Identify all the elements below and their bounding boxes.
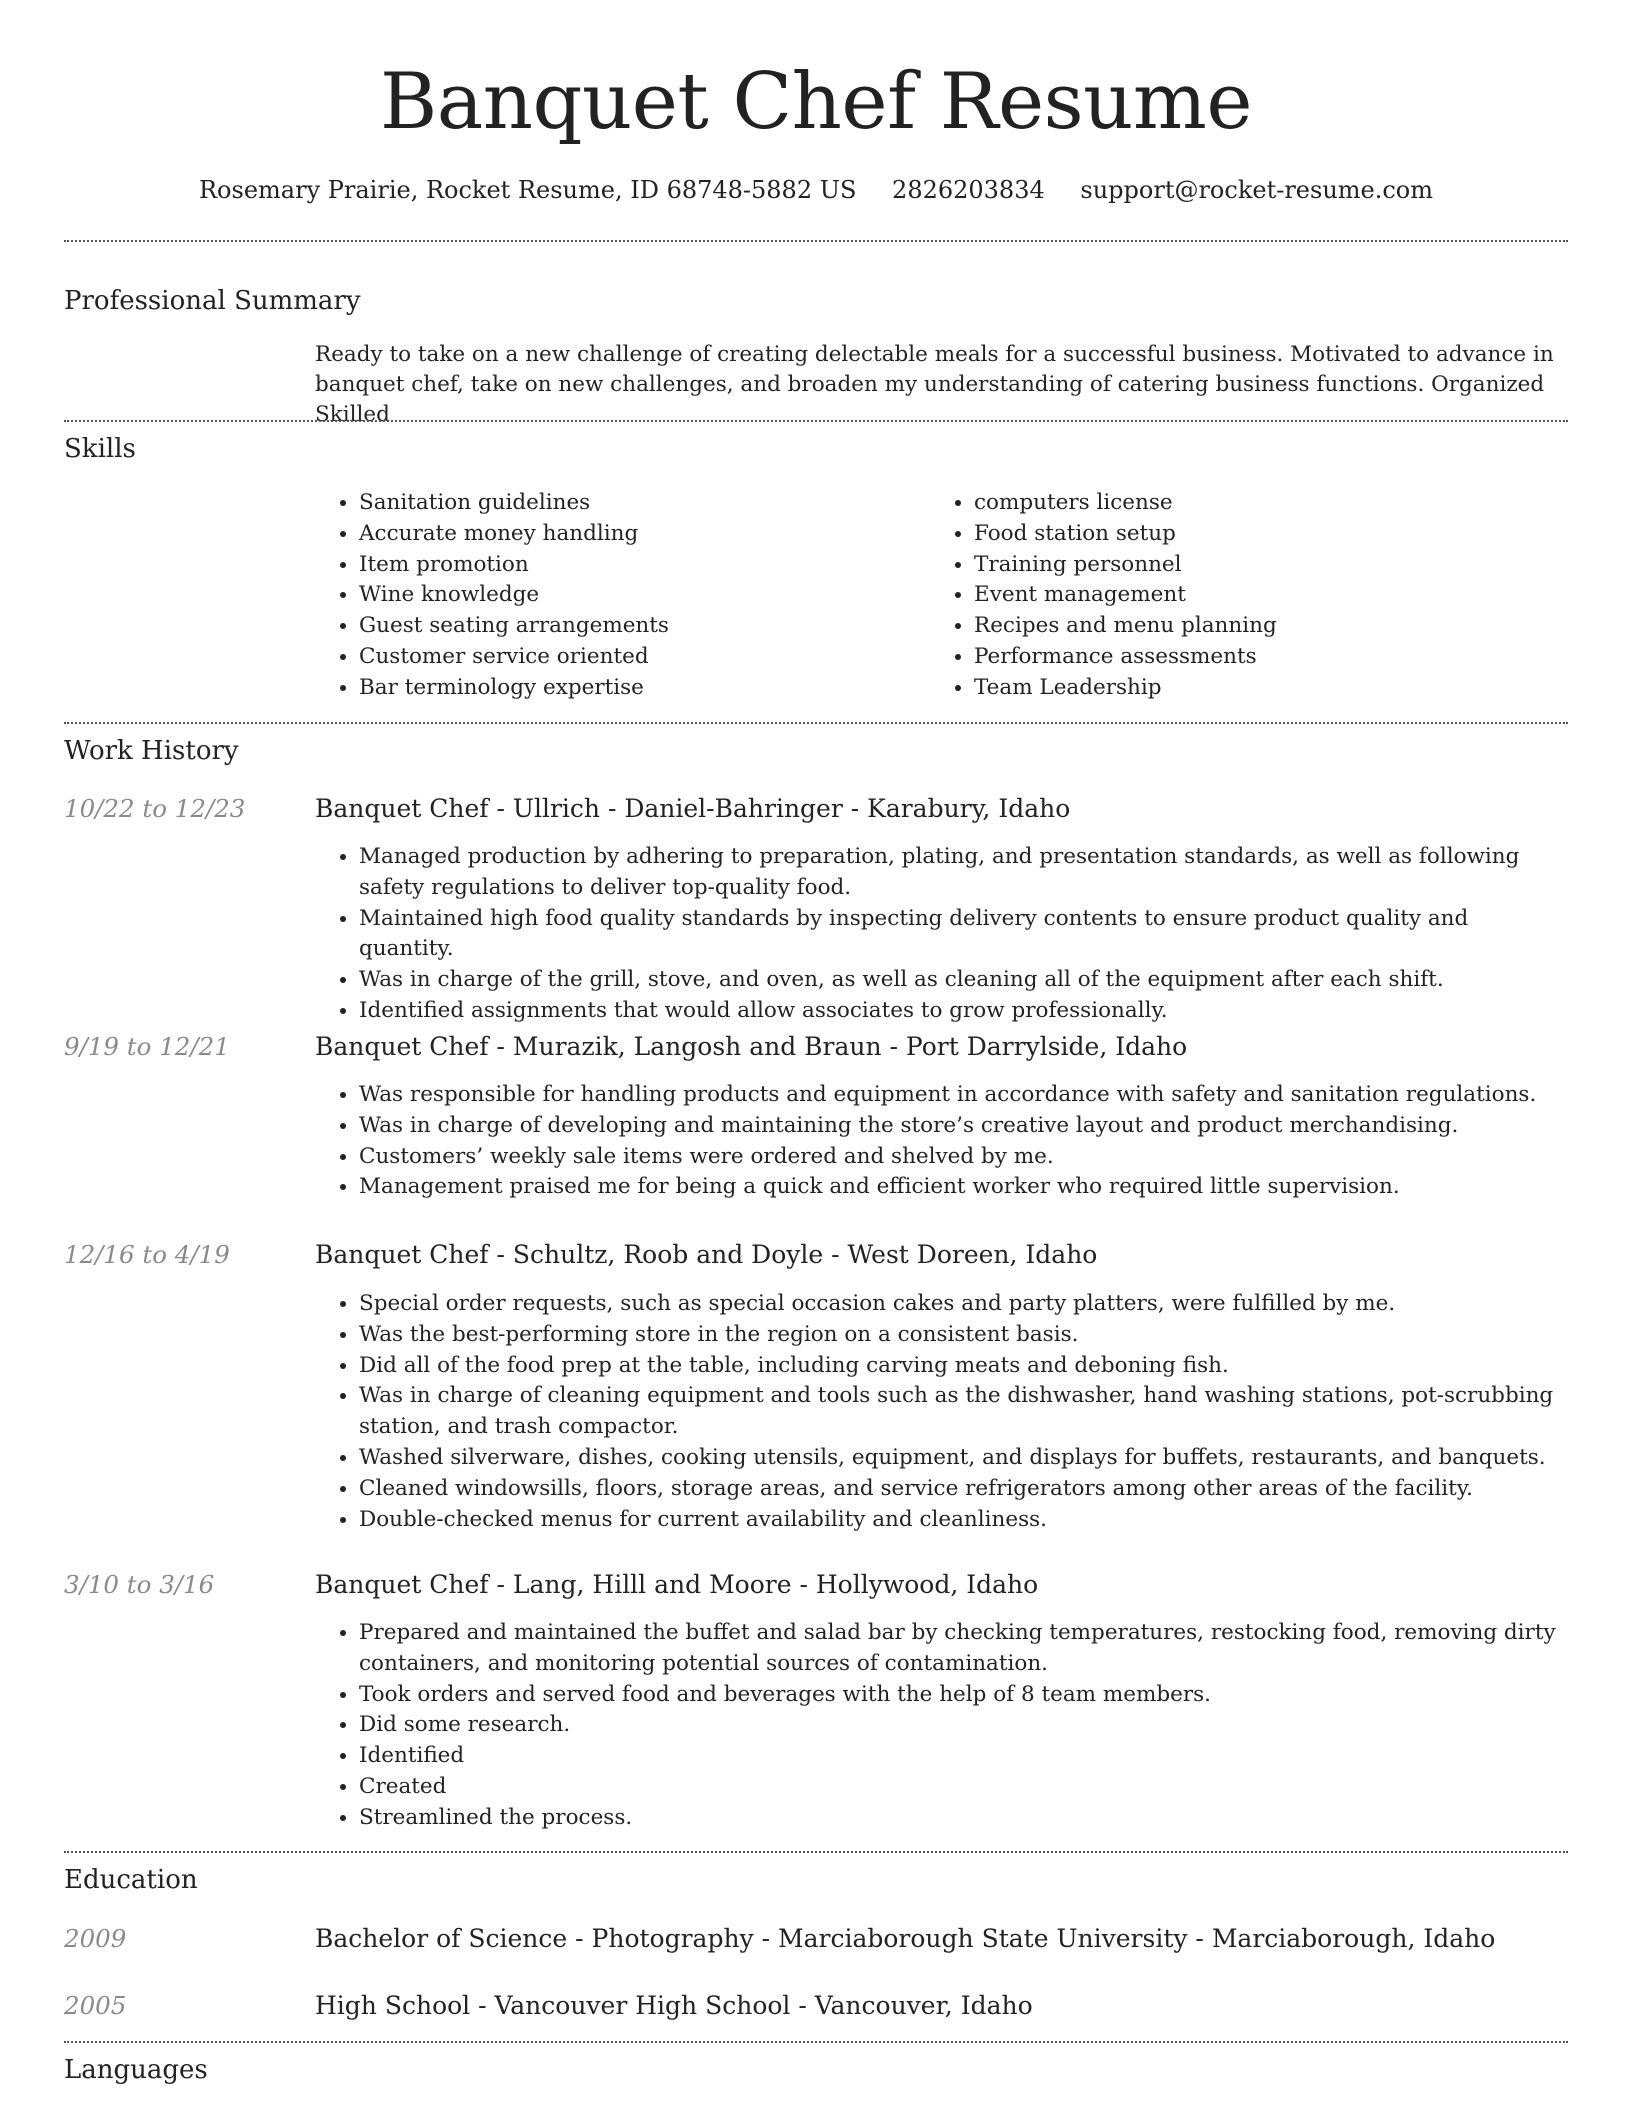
job-bullet: • Maintained high food quality standards by inspecting delivery contents to ensure product quality and quantity.	[359, 904, 1568, 966]
job-bullet: • Did all of the food prep at the table, including carving meats and deboning fish.	[359, 1351, 1568, 1382]
skill-item: • Training personnel	[974, 550, 1530, 581]
job-bullet: • Management praised me for being a quick and efficient worker who required little supervision.	[359, 1172, 1568, 1203]
education-title: High School - Vancouver High School - Vancouver, Idaho	[315, 1991, 1033, 2020]
skills-column-right	[930, 488, 1530, 704]
job-bullet: • Streamlined the process.	[359, 1803, 1568, 1834]
job-title: Banquet Chef - Ullrich - Daniel-Bahringer - Karabury, Idaho	[315, 794, 1071, 823]
skill-item: • Customer service oriented	[359, 642, 915, 673]
job-bullet: • Took orders and served food and beverages with the help of 8 team members.	[359, 1680, 1568, 1711]
skill-item: • computers license	[974, 488, 1530, 519]
section-divider	[64, 2041, 1568, 2043]
section-title-skills: Skills	[64, 434, 136, 464]
skill-item: • Accurate money handling	[359, 519, 915, 550]
section-title-work: Work History	[64, 736, 239, 766]
section-divider	[64, 722, 1568, 724]
education-date: 2005	[64, 1991, 127, 2020]
skill-item: • Event management	[974, 580, 1530, 611]
skill-item: • Team Leadership	[974, 673, 1530, 704]
job-bullet: • Identified	[359, 1741, 1568, 1772]
job-bullet: • Washed silverware, dishes, cooking utensils, equipment, and displays for buffets, restaurants, and banquets.	[359, 1443, 1568, 1474]
skill-item: • Guest seating arrangements	[359, 611, 915, 642]
job-bullet: • Double-checked menus for current availability and cleanliness.	[359, 1505, 1568, 1536]
job-bullet: • Was in charge of the grill, stove, and oven, as well as cleaning all of the equipment after each shift.	[359, 965, 1568, 996]
section-divider	[64, 420, 1568, 422]
skill-item: • Sanitation guidelines	[359, 488, 915, 519]
job-bullets	[315, 1618, 1568, 1834]
resume-title: Banquet Chef Resume	[379, 57, 1253, 147]
job-bullet: • Was responsible for handling products and equipment in accordance with safety and sanitation regulations.	[359, 1080, 1568, 1111]
job-bullet: • Created	[359, 1772, 1568, 1803]
contact-line	[64, 170, 1568, 210]
job-bullets	[315, 1289, 1568, 1535]
job-bullet: • Identified assignments that would allow associates to grow professionally.	[359, 996, 1568, 1027]
job-bullet: • Special order requests, such as special occasion cakes and party platters, were fulfilled by me.	[359, 1289, 1568, 1320]
job-bullet: • Was in charge of developing and maintaining the store’s creative layout and product merchandising.	[359, 1111, 1568, 1142]
skills-column-left	[315, 488, 915, 704]
skill-item: • Performance assessments	[974, 642, 1530, 673]
section-title-education: Education	[64, 1865, 198, 1895]
job-bullet: • Customers’ weekly sale items were ordered and shelved by me.	[359, 1142, 1568, 1173]
job-title: Banquet Chef - Lang, Hilll and Moore - Hollywood, Idaho	[315, 1570, 1039, 1599]
job-date: 10/22 to 12/23	[64, 794, 246, 823]
contact-phone: 2826203834	[892, 176, 1045, 204]
job-date: 9/19 to 12/21	[64, 1032, 230, 1061]
education-date: 2009	[64, 1924, 127, 1953]
section-divider	[64, 240, 1568, 242]
skill-item: • Recipes and menu planning	[974, 611, 1530, 642]
job-title: Banquet Chef - Murazik, Langosh and Braun - Port Darrylside, Idaho	[315, 1032, 1188, 1061]
job-bullet: • Was in charge of cleaning equipment and tools such as the dishwasher, hand washing stations, pot-scrubbing station, and trash compactor.	[359, 1381, 1568, 1443]
skill-item: • Food station setup	[974, 519, 1530, 550]
contact-address: Rosemary Prairie, Rocket Resume, ID 68748-5882 US	[198, 176, 857, 204]
skill-item: • Item promotion	[359, 550, 915, 581]
skill-item: • Bar terminology expertise	[359, 673, 915, 704]
job-date: 3/10 to 3/16	[64, 1570, 215, 1599]
section-title-languages: Languages	[64, 2055, 208, 2085]
education-title: Bachelor of Science - Photography - Marciaborough State University - Marciaborough, Idaho	[315, 1924, 1496, 1953]
summary-text: Ready to take on a new challenge of creating delectable meals for a successful business. Motivated to advance in banquet chef, take on new challenges, and broaden my understanding of catering business functions. Organized Skilled	[315, 342, 1554, 427]
job-bullet: • Managed production by adhering to preparation, plating, and presentation standards, as well as following safety regulations to deliver top-quality food.	[359, 842, 1568, 904]
job-bullet: • Was the best-performing store in the region on a consistent basis.	[359, 1320, 1568, 1351]
job-bullet: • Cleaned windowsills, floors, storage areas, and service refrigerators among other areas of the facility.	[359, 1474, 1568, 1505]
contact-email: support@rocket-resume.com	[1080, 176, 1434, 204]
skill-item: • Wine knowledge	[359, 580, 915, 611]
section-title-summary: Professional Summary	[64, 286, 361, 316]
job-bullets	[315, 842, 1568, 1027]
section-divider	[64, 1851, 1568, 1853]
job-date: 12/16 to 4/19	[64, 1240, 230, 1269]
job-bullets	[315, 1080, 1568, 1203]
job-title: Banquet Chef - Schultz, Roob and Doyle - West Doreen, Idaho	[315, 1240, 1098, 1269]
job-bullet: • Did some research.	[359, 1710, 1568, 1741]
job-bullet: • Prepared and maintained the buffet and salad bar by checking temperatures, restocking food, removing dirty containers, and monitoring potential sources of contamination.	[359, 1618, 1568, 1680]
